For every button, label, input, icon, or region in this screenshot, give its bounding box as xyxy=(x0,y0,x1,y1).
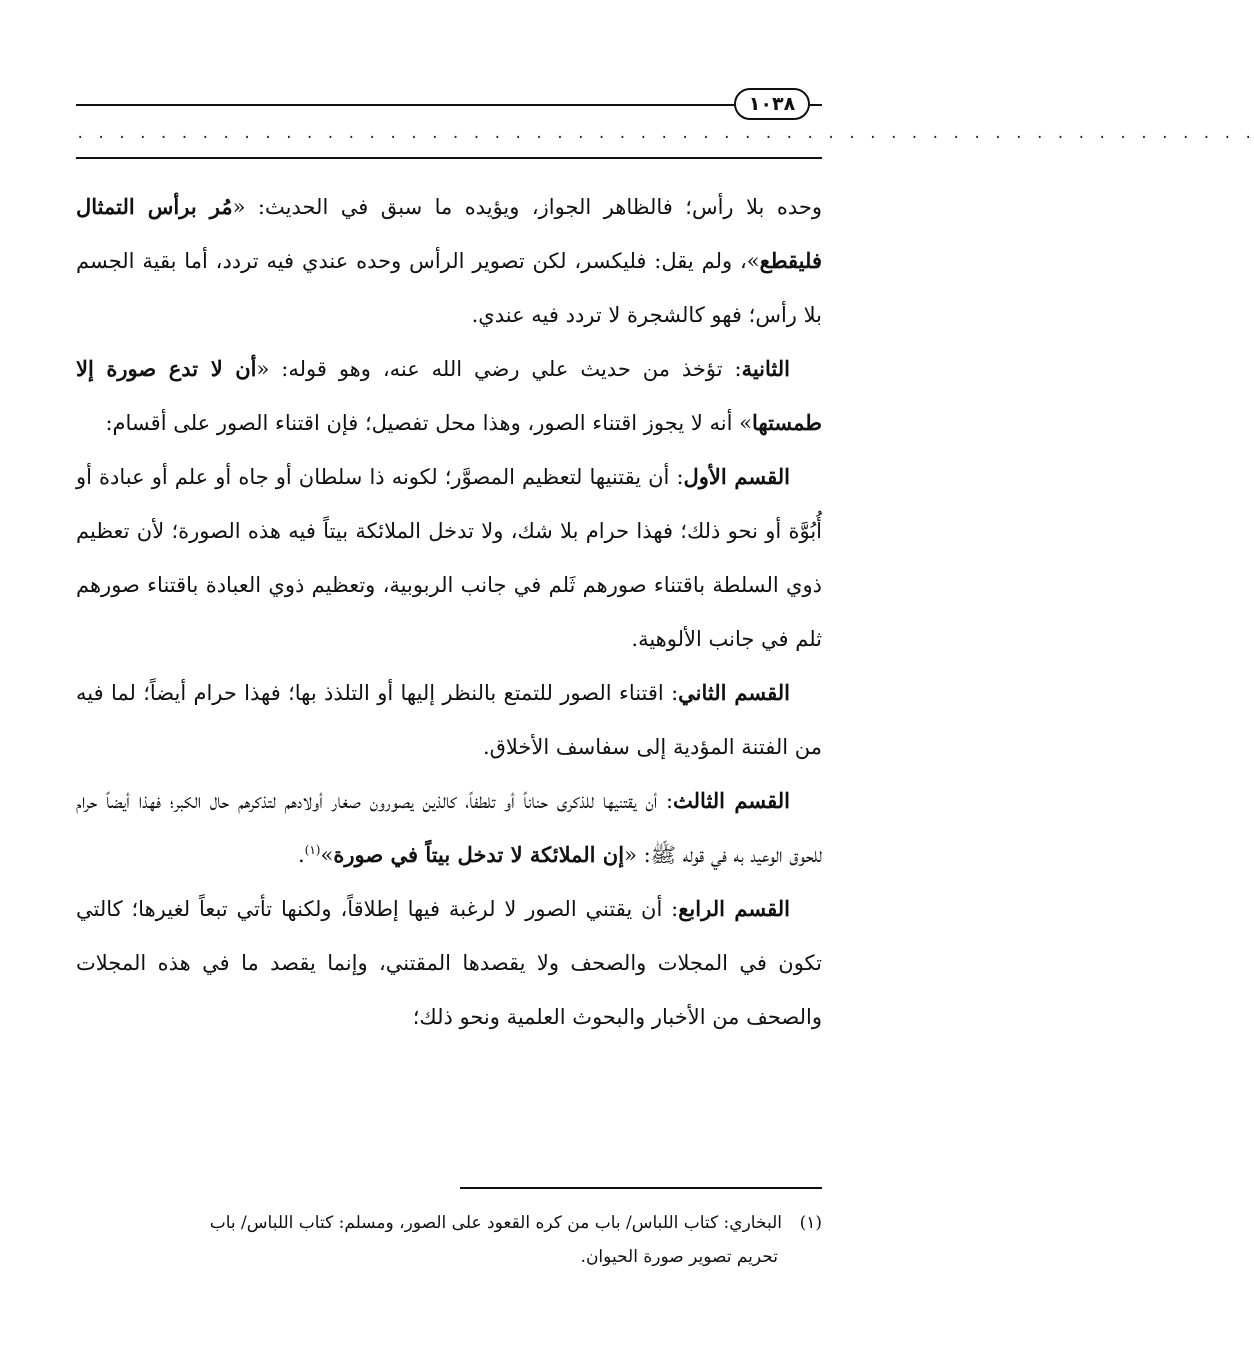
paragraph-2: الثانية: تؤخذ من حديث علي رضي الله عنه، وهو قوله: «أن لا تدع صورة إلا طمستها» أنه لا يجوز اقتناء الصور، وهذا محل تفصيل؛ فإن اقتناء الصور على أقسام: xyxy=(76,356,822,435)
page-number-text: ١٠٣٨ xyxy=(748,93,796,115)
section-heading: القسم الثاني xyxy=(678,680,790,705)
footnote xyxy=(76,1206,822,1274)
hadith-quote: أن لا تدع صورة إلا طمستها xyxy=(76,356,822,435)
footnote-line-2: تحريم تصوير صورة الحيوان. xyxy=(580,1247,778,1267)
section-heading: القسم الأول xyxy=(683,464,790,489)
header-rule-right xyxy=(808,104,822,106)
paragraph-1: وحده بلا رأس؛ فالظاهر الجواز، ويؤيده ما سبق في الحديث: «مُر برأس التمثال فليقطع»، ولم يقل: فليكسر، لكن تصوير الرأس وحده عندي فيه تردد، أما بقية الجسم بلا رأس؛ فهو كالشجرة لا تردد فيه عندي. xyxy=(76,194,822,327)
hadith-quote: إن الملائكة لا تدخل بيتاً في صورة xyxy=(333,842,625,867)
header-rule-bottom xyxy=(76,157,822,159)
main-text xyxy=(76,180,822,1044)
section-heading: الثانية xyxy=(741,356,790,381)
header-rule-left xyxy=(76,104,736,106)
hadith-quote: مُر برأس التمثال فليقطع xyxy=(76,194,822,273)
page-number xyxy=(734,88,810,120)
footnote-marker: (١) xyxy=(799,1213,822,1233)
paragraph-4: القسم الثاني: اقتناء الصور للتمتع بالنظر إليها أو التلذذ بها؛ فهذا حرام أيضاً؛ لما فيه من الفتنة المؤدية إلى سفاسف الأخلاق. xyxy=(76,680,822,759)
footnote-separator xyxy=(460,1187,822,1189)
section-heading: القسم الثالث xyxy=(673,788,790,813)
footnote-reference[interactable]: (١) xyxy=(304,843,321,857)
footnote-text-1: البخاري: كتاب اللباس/ باب من كره القعود على الصور، ومسلم: كتاب اللباس/ باب xyxy=(209,1213,782,1233)
paragraph-5: القسم الثالث: أن يقتنيها للذكرى حناناً أو تلطفاً، كالذين يصورون صغار أولادهم لتذكرهم حال الكبر؛ فهذا أيضاً حرام للحوق الوعيد به في قوله ﷺ: «إن الملائكة لا تدخل بيتاً في صورة»$^{(١)}$. xyxy=(76,788,822,867)
paragraph-6: القسم الرابع: أن يقتني الصور لا لرغبة فيها إطلاقاً، ولكنها تأتي تبعاً لغيرها؛ كالتي تكون في المجلات والصحف ولا يقصدها المقتني، وإنما يقصد ما في هذه المجلات والصحف من الأخبار والبحوث العلمية ونحو ذلك؛ xyxy=(76,896,822,1029)
paragraph-3: القسم الأول: أن يقتنيها لتعظيم المصوَّر؛ لكونه ذا سلطان أو جاه أو علم أو عبادة أو أُبُوَّة أو نحو ذلك؛ فهذا حرام بلا شك، ولا تدخل الملائكة بيتاً فيه هذه الصورة؛ لأن تعظيم ذوي السلطة باقتناء صورهم ثَلم في جانب الربوبية، وتعظيم ذوي العبادة باقتناء صورهم ثلم في جانب الألوهية. xyxy=(76,464,822,651)
section-heading: القسم الرابع xyxy=(678,896,790,921)
header-dotted-rule: . . . . . . . . . . . . . . . . . . . . . . . . . . . . . . . . . . . . . . . . . . . . . . . . . . . . . . . . . xyxy=(76,126,1254,142)
footnote-line-1 xyxy=(76,1206,822,1240)
